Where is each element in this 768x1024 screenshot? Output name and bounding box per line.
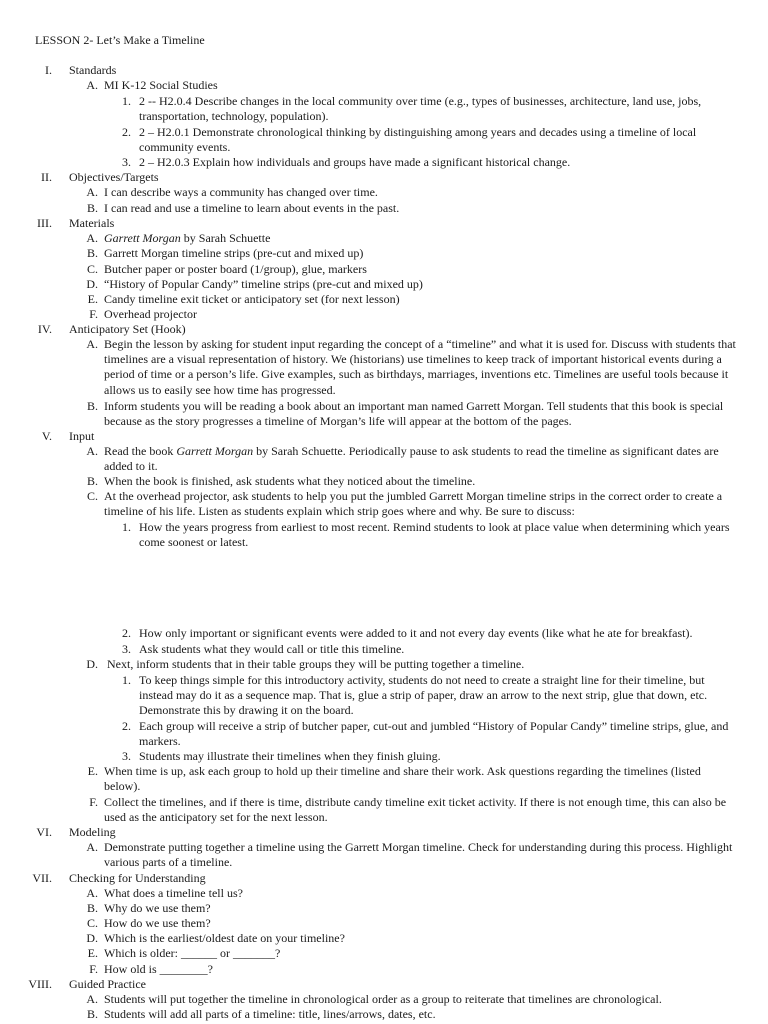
section-heading: Checking for Understanding (69, 871, 206, 885)
item-marker: B. (86, 901, 98, 915)
item-text: Begin the lesson by asking for student input regarding the concept of a “timeline” and what it is used for. Discuss with students that timelines are a visual representation of history. We (historians) use timelines to keep track of important historical events during a period of time or a person’s life. Give examples, such as birthdays, marriages, inventions etc. Timelines are useful tools because it allows us to easily see how time has progressed. (104, 337, 736, 397)
item-text: How old is ________? (104, 962, 213, 976)
subitem-marker: 2. (122, 125, 131, 139)
section-marker: V. (41, 429, 52, 443)
item-marker: A. (86, 337, 98, 351)
item-text-post: by Sarah Schuette. Periodically pause to ask students to read the timeline as significant dates are added to it. (104, 444, 719, 474)
item-text: When time is up, ask each group to hold up their timeline and share their work. Ask questions regarding the timelines (listed below). (104, 764, 701, 794)
book-title: Garrett Morgan (176, 444, 254, 458)
subitem-marker: 1. (122, 673, 131, 687)
section-marker: VI. (36, 825, 52, 839)
item-marker: F. (89, 795, 98, 809)
section-marker: IV. (37, 322, 52, 336)
section-heading: Objectives/Targets (69, 170, 159, 184)
item-marker: C. (86, 916, 98, 930)
subitem-text: 2 – H2.0.3 Explain how individuals and groups have made a significant historical change. (139, 155, 571, 169)
item-marker: C. (86, 262, 98, 276)
subitem-marker: 3. (122, 749, 131, 763)
item-text: Which is the earliest/oldest date on your timeline? (104, 931, 345, 945)
subitem-text: Ask students what they would call or title this timeline. (139, 642, 405, 656)
item-text: Next, inform students that in their table groups they will be putting together a timeline. (107, 657, 525, 671)
section-marker: VII. (32, 871, 52, 885)
item-text: Which is older: ______ or _______? (104, 946, 281, 960)
item-marker: F. (89, 307, 98, 321)
item-marker: A. (86, 840, 98, 854)
item-text: I can describe ways a community has changed over time. (104, 185, 378, 199)
item-text-pre: Read the book (104, 444, 177, 458)
item-marker: A. (86, 444, 98, 458)
subitem-text: 2 -- H2.0.4 Describe changes in the local community over time (e.g., types of businesses, architecture, land use, jobs, transportation, technology, population). (139, 94, 702, 124)
section-marker: VIII. (28, 977, 52, 991)
item-text: Students will put together the timeline in chronological order as a group to reiterate that timelines are chronological. (104, 992, 662, 1006)
item-text: What does a timeline tell us? (104, 886, 243, 900)
section-heading: Modeling (69, 825, 116, 839)
item-marker: B. (86, 399, 98, 413)
section-heading: Standards (69, 63, 117, 77)
item-marker: D. (86, 657, 98, 671)
item-marker: E. (87, 292, 98, 306)
subitem-marker: 3. (122, 642, 131, 656)
subitem-text: 2 – H2.0.1 Demonstrate chronological thinking by distinguishing among years and decades using a timeline of local community events. (139, 125, 697, 155)
subitem-marker: 2. (122, 719, 131, 733)
item-text (104, 231, 270, 246)
item-marker: E. (87, 946, 98, 960)
subitem-text: How the years progress from earliest to most recent. Remind students to look at place value when determining which years come soonest or latest. (139, 520, 730, 550)
item-marker: A. (86, 231, 98, 245)
item-text: When the book is finished, ask students what they noticed about the timeline. (104, 474, 476, 488)
item-marker: E. (87, 764, 98, 778)
item-text: I can read and use a timeline to learn about events in the past. (104, 201, 400, 215)
item-text: Garrett Morgan timeline strips (pre-cut and mixed up) (104, 246, 364, 260)
item-text: Demonstrate putting together a timeline using the Garrett Morgan timeline. Check for understanding during this process. Highlight various parts of a timeline. (104, 840, 733, 870)
section-marker: II. (41, 170, 52, 184)
section-heading: Anticipatory Set (Hook) (69, 322, 186, 336)
subitem-text: Students may illustrate their timelines when they finish gluing. (139, 749, 441, 763)
section-heading: Guided Practice (69, 977, 146, 991)
item-marker: A. (86, 185, 98, 199)
item-text: “History of Popular Candy” timeline strips (pre-cut and mixed up) (104, 277, 423, 291)
subitem-marker: 1. (122, 94, 131, 108)
subitem-text: Each group will receive a strip of butcher paper, cut-out and jumbled “History of Popular Candy” timeline strips, glue, and markers. (139, 719, 729, 749)
item-marker: B. (86, 474, 98, 488)
item-marker: A. (86, 886, 98, 900)
section-marker: III. (37, 216, 52, 230)
item-marker: D. (86, 277, 98, 291)
item-marker: D. (86, 931, 98, 945)
item-text (104, 444, 739, 474)
item-marker: C. (86, 489, 98, 503)
item-text: Collect the timelines, and if there is time, distribute candy timeline exit ticket activity. If there is not enough time, this can also be used as the anticipatory set for the next lesson. (104, 795, 727, 825)
item-text: How do we use them? (104, 916, 211, 930)
item-text: Candy timeline exit ticket or anticipatory set (for next lesson) (104, 292, 400, 306)
section-heading: Materials (69, 216, 115, 230)
item-text: Butcher paper or poster board (1/group), glue, markers (104, 262, 367, 276)
item-text: Students will add all parts of a timeline: title, lines/arrows, dates, etc. (104, 1007, 436, 1021)
item-text: Inform students you will be reading a book about an important man named Garrett Morgan. Tell students that this book is special because as the story progresses a timeline of Morgan’s life will appear at the bottom of the pages. (104, 399, 724, 429)
subitem-marker: 1. (122, 520, 131, 534)
section-marker: I. (45, 63, 52, 77)
subitem-text: To keep things simple for this introductory activity, students do not need to create a straight line for their timeline, but instead may do it as a sequence map. That is, glue a strip of paper, draw an arrow to the next strip, glue that down, etc. Demonstrate this by drawing it on the board. (139, 673, 708, 718)
book-title: Garrett Morgan (104, 231, 181, 245)
item-marker: B. (86, 1007, 98, 1021)
subitem-text: How only important or significant events were added to it and not every day events (like what he ate for breakfast). (139, 626, 693, 640)
item-marker: F. (89, 962, 98, 976)
item-marker: B. (86, 201, 98, 215)
subitem-marker: 2. (122, 626, 131, 640)
subitem-marker: 3. (122, 155, 131, 169)
lesson-title: LESSON 2- Let’s Make a Timeline (35, 33, 205, 47)
item-text: MI K-12 Social Studies (104, 78, 218, 92)
item-text: Why do we use them? (104, 901, 211, 915)
item-marker: A. (86, 78, 98, 92)
item-marker: B. (86, 246, 98, 260)
item-text: Overhead projector (104, 307, 197, 321)
book-author: by Sarah Schuette (180, 231, 271, 245)
item-marker: A. (86, 992, 98, 1006)
section-heading: Input (69, 429, 95, 443)
item-text: At the overhead projector, ask students to help you put the jumbled Garrett Morgan timeline strips in the correct order to create a timeline of his life. Listen as students explain which strip goes where and why. Be sure to discuss: (104, 489, 723, 519)
